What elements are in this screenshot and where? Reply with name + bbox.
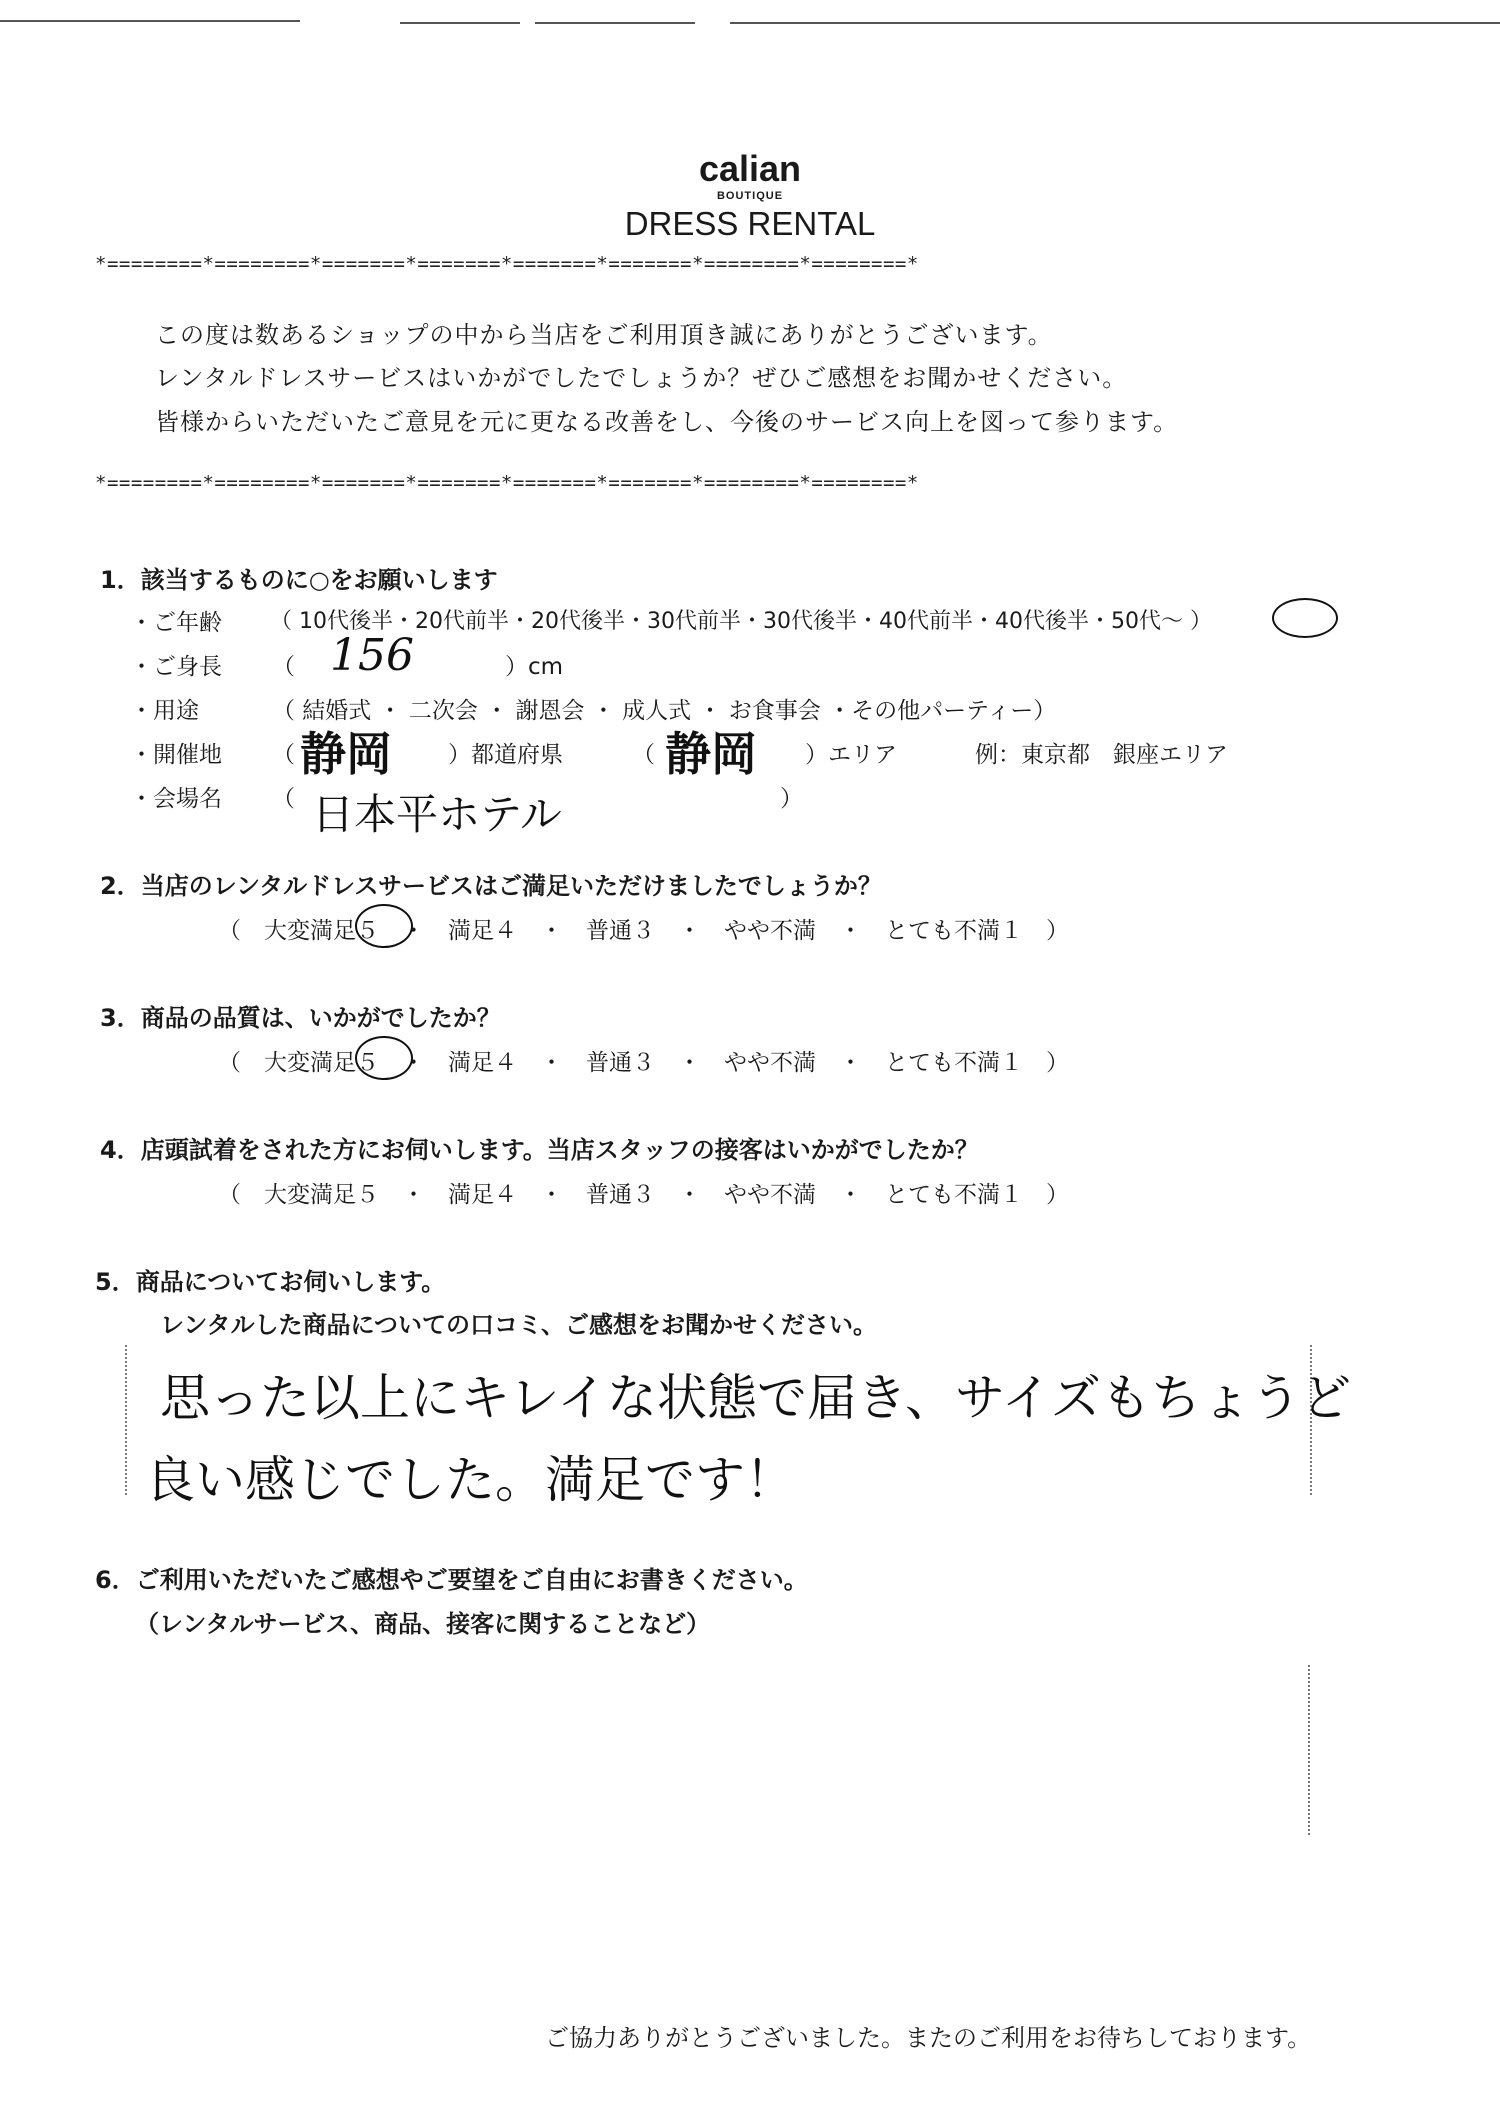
- intro-line-3: 皆様からいただいたご意見を元に更なる改善をし、今後のサービス向上を図って参ります。: [155, 408, 1179, 436]
- height-value: 156: [330, 630, 414, 681]
- q2-options: （ 大変満足５ ・ 満足４ ・ 普通３ ・ やや不満 ・ とても不満１ ）: [218, 918, 1069, 944]
- venue-example: 例：東京都 銀座エリア: [975, 742, 1228, 768]
- scan-artifact-line: [0, 20, 300, 22]
- q1-title: 1．該当するものに○をお願いします: [100, 566, 498, 594]
- height-label: ・ご身長: [130, 654, 222, 680]
- q3-selection-circle: [355, 1036, 413, 1080]
- q5-answer-line-2: 良い感じでした。満足です！: [145, 1451, 795, 1509]
- venue-label: ・開催地: [130, 742, 222, 768]
- hall-value: 日本平ホテル: [312, 790, 562, 839]
- venue-area-open: （: [632, 742, 655, 768]
- age-options: （ 10代後半・20代前半・20代後半・30代前半・30代後半・40代前半・40代後半・50代〜 ）: [270, 609, 1212, 634]
- answer-box-edge: [125, 1345, 127, 1495]
- age-selection-circle: [1272, 598, 1338, 638]
- q3-options: （ 大変満足５ ・ 満足４ ・ 普通３ ・ やや不満 ・ とても不満１ ）: [218, 1050, 1069, 1076]
- q5-subtitle: レンタルした商品についての口コミ、ご感想をお聞かせください。: [160, 1311, 877, 1339]
- q5-answer-line-1: 思った以上にキレイな状態で届き、サイズもちょうど: [160, 1369, 1351, 1427]
- separator-top: *========*========*=======*=======*=======*=======*========*========*: [95, 253, 919, 275]
- q6-subtitle: （レンタルサービス、商品、接客に関することなど）: [135, 1610, 711, 1638]
- q3-title: 3．商品の品質は、いかがでしたか？: [100, 1004, 501, 1032]
- venue-pref-open: （: [272, 742, 295, 768]
- scan-artifact-line: [730, 22, 1500, 24]
- venue-pref-suffix: ）都道府県: [448, 742, 563, 768]
- q2-selection-circle: [355, 904, 413, 948]
- intro-line-1: この度は数あるショップの中から当店をご利用頂き誠にありがとうございます。: [155, 321, 1053, 349]
- answer-box-edge: [1308, 1665, 1310, 1835]
- venue-area-suffix: ）エリア: [805, 742, 897, 768]
- closing-message: ご協力ありがとうございました。またのご利用をお待ちしております。: [545, 2024, 1312, 2052]
- venue-pref-value: 静岡: [300, 727, 392, 781]
- q4-options: （ 大変満足５ ・ 満足４ ・ 普通３ ・ やや不満 ・ とても不満１ ）: [218, 1182, 1069, 1208]
- q6-title: 6．ご利用いただいたご感想やご要望をご自由にお書きください。: [95, 1566, 808, 1594]
- separator-bottom: *========*========*=======*=======*=======*=======*========*========*: [95, 472, 919, 494]
- brand-logo: calian: [698, 148, 802, 189]
- venue-area-value: 静岡: [665, 727, 757, 781]
- q5-title: 5．商品についてお伺いします。: [95, 1268, 446, 1296]
- hall-close: ）: [780, 786, 803, 812]
- q4-title: 4．店頭試着をされた方にお伺いします。当店スタッフの接客はいかがでしたか？: [100, 1136, 979, 1164]
- height-unit: ）cm: [505, 654, 564, 680]
- q2-title: 2．当店のレンタルドレスサービスはご満足いただけましたでしょうか？: [100, 872, 882, 900]
- purpose-options: （ 結婚式 ・ 二次会 ・ 謝恩会 ・ 成人式 ・ お食事会 ・その他パーティー）: [272, 698, 1057, 724]
- age-label: ・ご年齢: [130, 610, 222, 636]
- scan-artifact-line: [400, 22, 520, 24]
- brand-sub: BOUTIQUE: [716, 190, 784, 202]
- scan-artifact-line: [535, 22, 695, 24]
- purpose-label: ・用途: [130, 698, 199, 724]
- hall-label: ・会場名: [130, 786, 222, 812]
- height-open: （: [272, 654, 295, 680]
- intro-line-2: レンタルドレスサービスはいかがでしたでしょうか？ぜひご感想をお聞かせください。: [155, 364, 1128, 392]
- hall-open: （: [272, 786, 295, 812]
- service-title: DRESS RENTAL: [624, 205, 876, 242]
